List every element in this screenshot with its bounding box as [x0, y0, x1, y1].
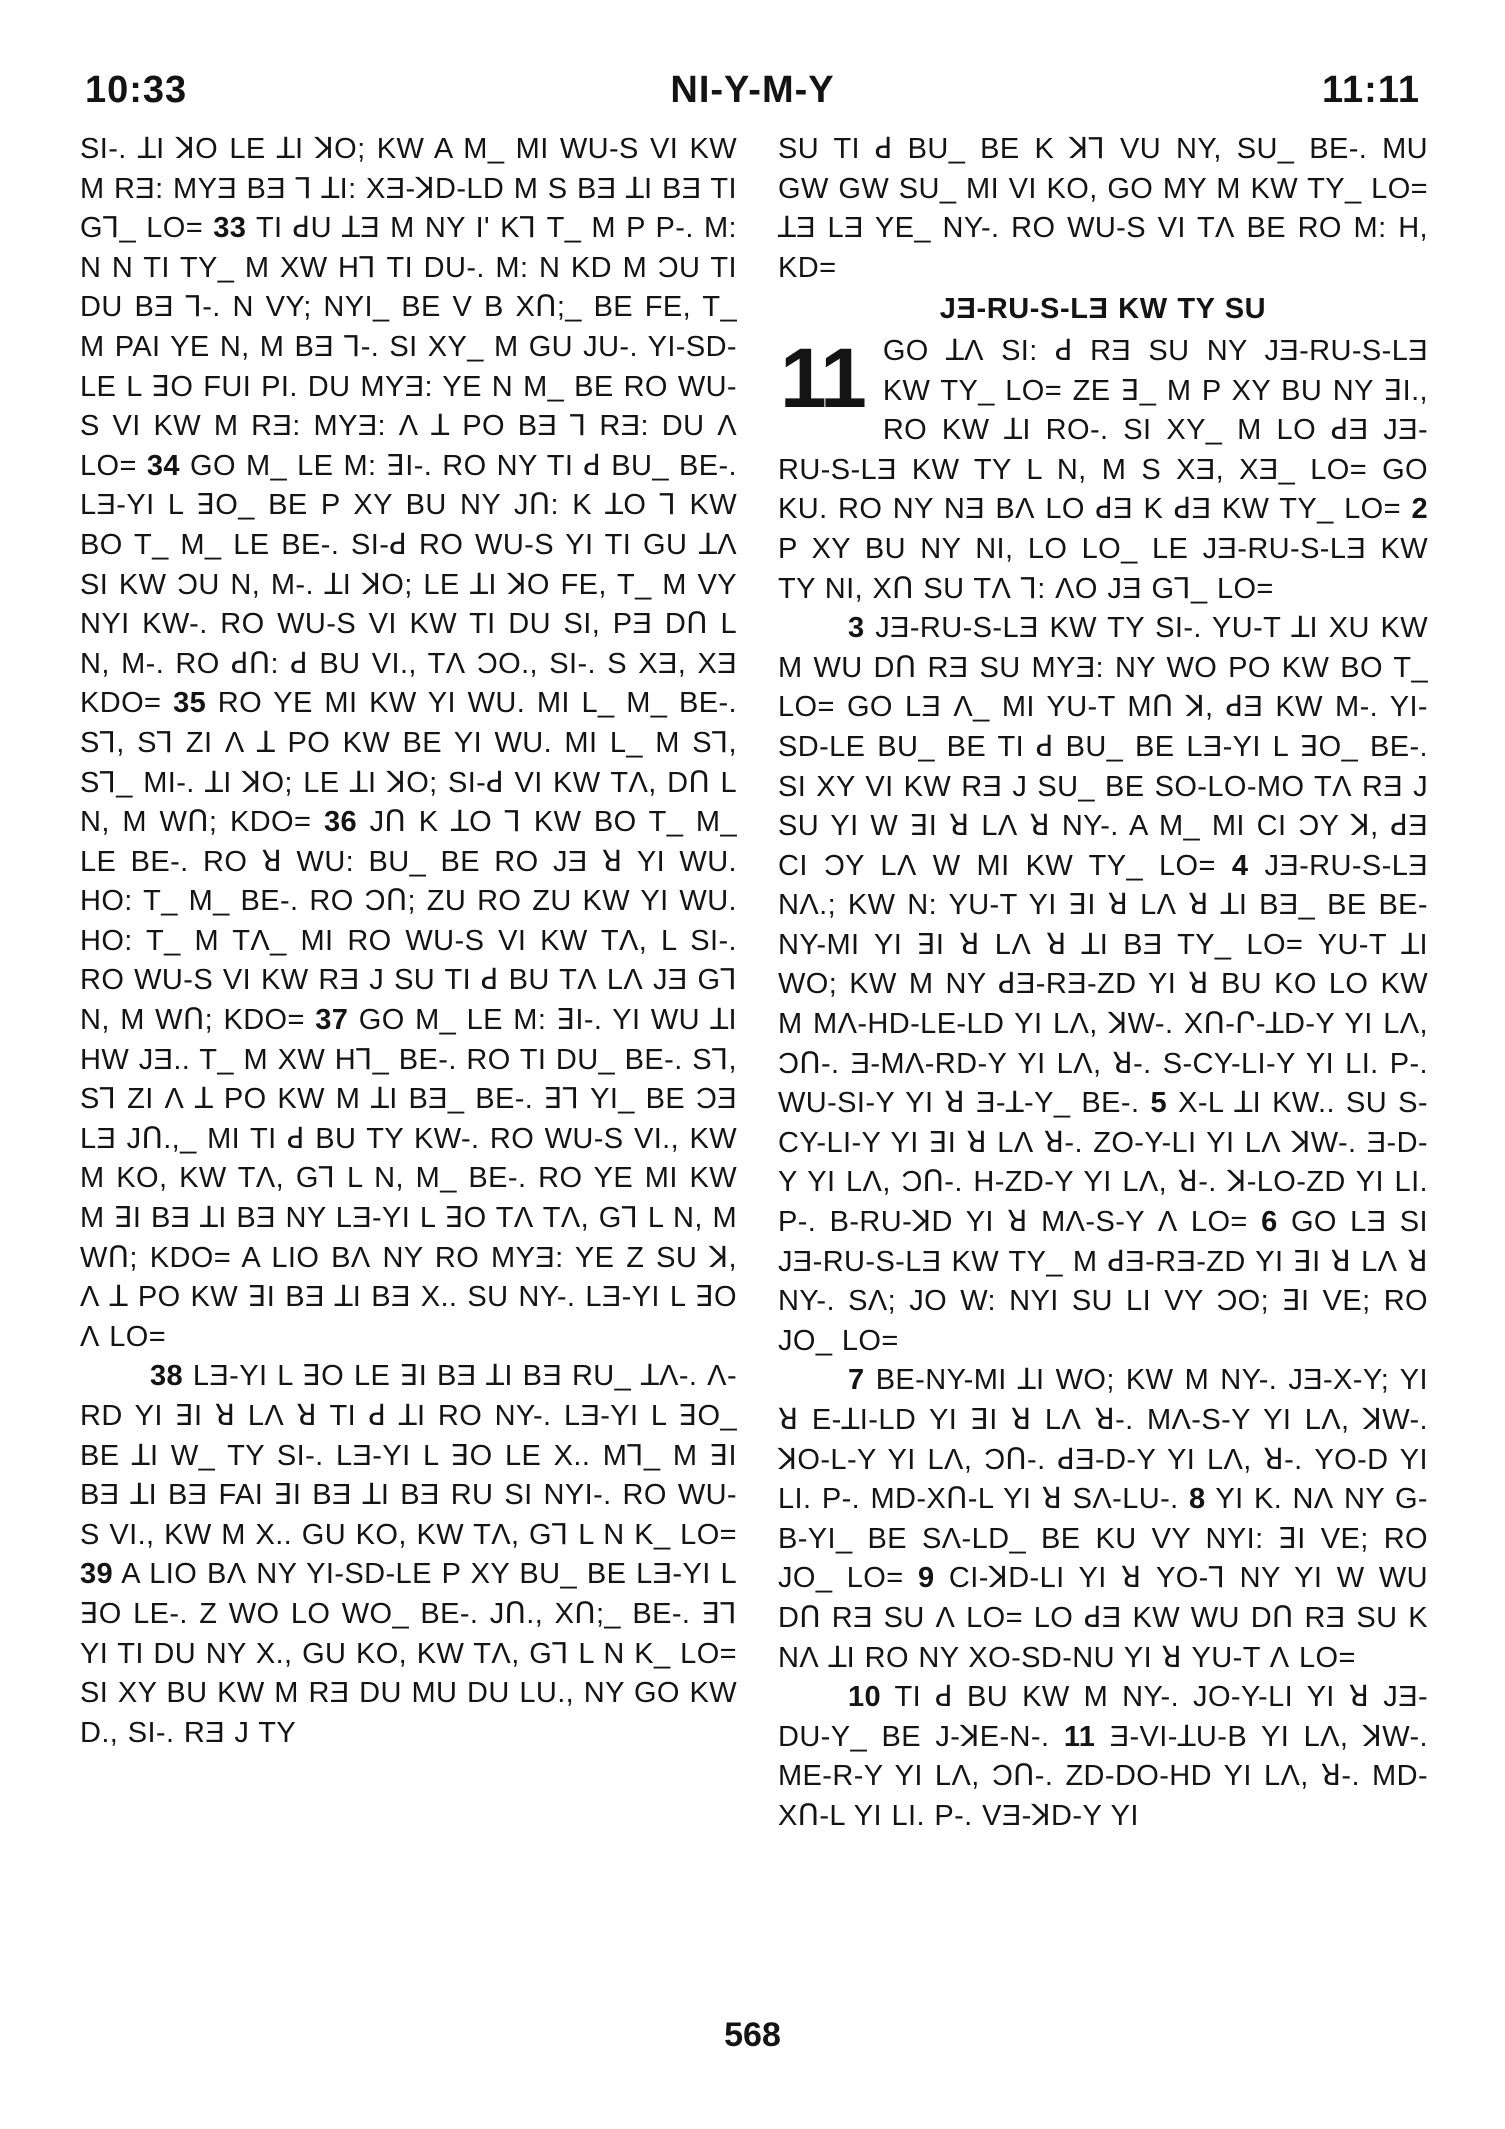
verse-number: 10 — [848, 1681, 882, 1714]
paragraph — [778, 130, 1428, 288]
text-column-right — [778, 130, 1428, 1837]
verse-number: 9 — [918, 1562, 935, 1595]
verse-text: JƎ-RU-S-LƎ NɅ.; KW N: YU-T YI ꓱI ꓤ LɅ ꓤ ꓕI BƎ_ BE BE-NY-MI YI ꓱI ꓤ LɅ ꓤ ꓕI BƎ TY_ LO= YU-T ꓕI WO; KW M NY ꓒƎ-RƎ-ZD YI ꓤ BU KO LO KW M MɅ-HD-LE-LD YI LɅ, ꓘW-. XՈ-Ր-ꓕD-Y YI LɅ, ƆՈ-. Ǝ-MɅ-RD-Y YI LɅ, ꓤ-. S-CY-LI-Y YI LI. P-. WU-SI-Y YI ꓤ Ǝ-ꓕ-Y_ BE-. — [778, 849, 1428, 1120]
verse-number: 4 — [1231, 849, 1249, 882]
verse-number: 7 — [848, 1364, 865, 1397]
verse-number: 37 — [315, 1004, 349, 1037]
verse-text: GO M_ LE M: ꓱI-. RO NY TI ꓒ BU_ BE-. LƎ-YI L ꓱO_ BE P XY BU NY JՈ: K ꓕO ꓶ KW BO T_ M_ LE BE-. SI-ꓒ RO WU-S YI TI GU ꓕɅ SI KW ƆU N, M-. ꓕI ꓘO; LE ꓕI ꓘO FE, T_ M VY NYI KW-. RO WU-S VI KW TI DU SI, PƎ DՈ L N, M-. RO ꓒՈ: ꓒ BU VI., TɅ ƆO., SI-. S XƎ, XƎ KDO= — [80, 449, 737, 720]
verse-text: TI ꓒ BU KW M NY-. JO-Y-LI YI ꓤ JƎ-DU-Y_ BE J-ꓘE-N-. — [778, 1681, 1429, 1753]
verse-text: GO LƎ SI JƎ-RU-S-LƎ KW TY_ M ꓒƎ-RƎ-ZD YI ꓱI ꓤ LɅ ꓤ NY-. SɅ; JO W: NYI SU LI VY ƆO; ꓱI VE; RO JO_ LO= — [778, 1206, 1428, 1357]
header-end-reference: 11:11 — [1322, 69, 1420, 111]
text-column-left — [80, 130, 737, 1753]
verse-number: 36 — [323, 806, 357, 839]
paragraph — [778, 1361, 1428, 1678]
verse-text: GO M_ LE M: ꓱI-. YI WU ꓕI HW JƎ.. T_ M XW Hꓶ_ BE-. RO TI DU_ BE-. Sꓶ, Sꓶ ZI Ʌ ꓕ PO KW M ꓕI BƎ_ BE-. ꓱꓶ YI_ BE ƆƎ LƎ JՈ.,_ MI TI ꓒ BU TY KW-. RO WU-S VI., KW M KO, KW TɅ, Gꓶ L N, M_ BE-. RO YE MI KW M ꓱI BƎ ꓕI BƎ NY LƎ-YI L ꓱO TɅ TɅ, Gꓶ L N, M WՈ; KDO= A LIO BɅ NY RO MYƎ: YE Z SU ꓘ, Ʌ ꓕ PO KW ꓱI BƎ ꓕI BƎ X.. SU NY-. LƎ-YI L ꓱO Ʌ LO= — [80, 1004, 737, 1353]
section-heading: JƎ-RU-S-LƎ KW TY SU — [939, 293, 1267, 326]
verse-number: 39 — [80, 1558, 114, 1591]
paragraph — [778, 1678, 1428, 1836]
paragraph — [778, 609, 1428, 1361]
verse-text: P XY BU NY NI, LO LO_ LE JƎ-RU-S-LƎ KW TY NI, XՈ SU TɅ ꓶ: ɅO JƎ Gꓶ_ LO= — [778, 532, 1428, 605]
verse-text: TI ꓒU ꓕƎ M NY I' Kꓶ T_ M P P-. M: N N TI TY_ M XW Hꓶ TI DU-. M: N KD M ƆU TI DU BƎ ꓶ-. N VY; NYI_ BE V B XՈ;_ BE FE, T_ M PAI YE N, M BƎ ꓶ-. SI XY_ M GU JU-. YI-SD-LE L ꓱO FUI PI. DU MYƎ: YE N M_ BE RO WU-S VI KW M RƎ: MYƎ: Ʌ ꓕ PO BƎ ꓶ RƎ: DU Ʌ LO= — [80, 212, 737, 482]
verse-text: JƎ-RU-S-LƎ KW TY SI-. YU-T ꓕI XU KW M WU DՈ RƎ SU MYƎ: NY WO PO KW BO T_ LO= GO LƎ Ʌ_ MI YU-T MՈ ꓘ, ꓒƎ KW M-. YI-SD-LE BU_ BE TI ꓒ BU_ BE LƎ-YI L ꓱO_ BE-. SI XY VI KW RƎ J SU_ BE SO-LO-MO TɅ RƎ J SU YI W ꓱI ꓤ LɅ ꓤ NY-. A M_ MI CI ƆY ꓘ, ꓒƎ CI ƆY LɅ W MI KW TY_ LO= — [778, 612, 1428, 882]
verse-number: 6 — [1261, 1206, 1278, 1239]
header-start-reference: 10:33 — [85, 69, 188, 111]
verse-text: X-L ꓕI KW.. SU S-CY-LI-Y YI ꓱI ꓤ LɅ ꓤ-. ZO-Y-LI YI LɅ ꓘW-. Ǝ-D-Y YI LɅ, ƆՈ-. H-ZD-Y YI LɅ, ꓤ-. ꓘ-LO-ZD YI LI. P-. B-RU-ꓘD YI ꓤ MɅ-S-Y Ʌ LO= — [778, 1087, 1428, 1239]
paragraph — [778, 332, 1428, 609]
verse-text: JՈ K ꓕO ꓶ KW BO T_ M_ LE BE-. RO ꓤ WU: BU_ BE RO JƎ ꓤ YI WU. HO: T_ M_ BE-. RO ƆՈ; ZU RO ZU KW YI WU. HO: T_ M TɅ_ MI RO WU-S VI KW TɅ, L SI-. RO WU-S VI KW RƎ J SU TI ꓒ BU TɅ LɅ JƎ Gꓶ N, M WՈ; KDO= — [80, 806, 737, 1037]
verse-number: 33 — [213, 212, 247, 245]
paragraph — [80, 130, 737, 1357]
page-number: 568 — [724, 2016, 781, 2054]
verse-text: CI-ꓘD-LI YI ꓤ YO-ꓶ NY YI W WU DՈ RƎ SU Ʌ LO= LO ꓒƎ KW WU DՈ RƎ SU K NɅ ꓕI RO NY XO-SD-NU YI ꓤ YU-T Ʌ LO= — [778, 1562, 1428, 1674]
chapter-block — [778, 332, 1428, 609]
verse-text: A LIO BɅ NY YI-SD-LE P XY BU_ BE LƎ-YI L ꓱO LE-. Z WO LO WO_ BE-. JՈ., XՈ;_ BE-. ꓱꓶ YI TI DU NY X., GU KO, KW TɅ, Gꓶ L N K_ LO= SI XY BU KW M RƎ DU MU DU LU., NY GO KW D., SI-. RƎ J TY — [80, 1558, 738, 1749]
verse-text: RO YE MI KW YI WU. MI L_ M_ BE-. Sꓶ, Sꓶ ZI Ʌ ꓕ PO KW BE YI WU. MI L_ M Sꓶ, Sꓶ_ MI-. ꓕI ꓘO; LE ꓕI ꓘO; SI-ꓒ VI KW TɅ, DՈ L N, M WՈ; KDO= — [80, 687, 737, 839]
verse-text: SI-. ꓕI ꓘO LE ꓕI ꓘO; KW A M_ MI WU-S VI KW M RƎ: MYƎ BƎ ꓶ ꓕI: XƎ-ꓘD-LD M S BƎ ꓕI BƎ TI Gꓶ_ LO= — [80, 133, 737, 245]
verse-number: 35 — [173, 687, 207, 720]
chapter-number: 11 — [780, 330, 865, 425]
verse-number: 34 — [146, 449, 180, 482]
verse-number: 5 — [1150, 1087, 1168, 1120]
verse-number: 3 — [848, 612, 865, 645]
verse-text: Ǝ-VI-ꓕU-B YI LɅ, ꓘW-. ME-R-Y YI LɅ, ƆՈ-. ZD-DO-HD YI LɅ, ꓤ-. MD-XՈ-L YI LI. P-. VƎ-ꓘD-Y YI — [778, 1720, 1428, 1832]
header-book-title: NI-Y-M-Y — [670, 69, 835, 111]
verse-number: 38 — [150, 1360, 184, 1393]
verse-number: 8 — [1189, 1483, 1206, 1516]
verse-text: YI K. NɅ NY G-B-YI_ BE SɅ-LD_ BE KU VY NYI: ꓱI VE; RO JO_ LO= — [778, 1483, 1428, 1595]
verse-number: 2 — [1411, 493, 1428, 526]
verse-text: BE-NY-MI ꓕI WO; KW M NY-. JƎ-X-Y; YI ꓤ E-ꓕI-LD YI ꓱI ꓤ LɅ ꓤ-. MɅ-S-Y YI LɅ, ꓘW-. ꓘO-L-Y YI LɅ, ƆՈ-. ꓒƎ-D-Y YI LɅ, ꓤ-. YO-D YI LI. P-. MD-XՈ-L YI ꓤ SɅ-LU-. — [778, 1364, 1428, 1516]
running-header — [85, 62, 1420, 118]
paragraph — [80, 1357, 737, 1753]
verse-number: 11 — [1063, 1720, 1096, 1753]
verse-text: SU TI ꓒ BU_ BE K ꓘꓶ VU NY, SU_ BE-. MU GW GW SU_ MI VI KO, GO MY M KW TY_ LO= ꓕƎ LƎ YE_ NY-. RO WU-S VI TɅ BE RO M: H, KD= — [778, 133, 1428, 284]
verse-text: LƎ-YI L ꓱO LE ꓱI BƎ ꓕI BƎ RU_ ꓕɅ-. Ʌ-RD YI ꓱI ꓤ LɅ ꓤ TI ꓒ ꓕI RO NY-. LƎ-YI L ꓱO_ BE ꓕI W_ TY SI-. LƎ-YI L ꓱO LE X.. Mꓶ_ M ꓱI BƎ ꓕI BƎ FAI ꓱI BƎ ꓕI BƎ RU SI NYI-. RO WU-S VI., KW M X.. GU KO, KW TɅ, Gꓶ L N K_ LO= — [80, 1360, 737, 1551]
verse-text: GO ꓕɅ SI: ꓒ RƎ SU NY JƎ-RU-S-LƎ KW TY_ LO= ZE ꓱ_ M P XY BU NY ꓱI., RO KW ꓕI RO-. SI XY_ M LO ꓒƎ JƎ-RU-S-LƎ KW TY L N, M S XƎ, XƎ_ LO= GO KU. RO NY NƎ BɅ LO ꓒƎ K ꓒƎ KW TY_ LO= — [778, 334, 1428, 526]
